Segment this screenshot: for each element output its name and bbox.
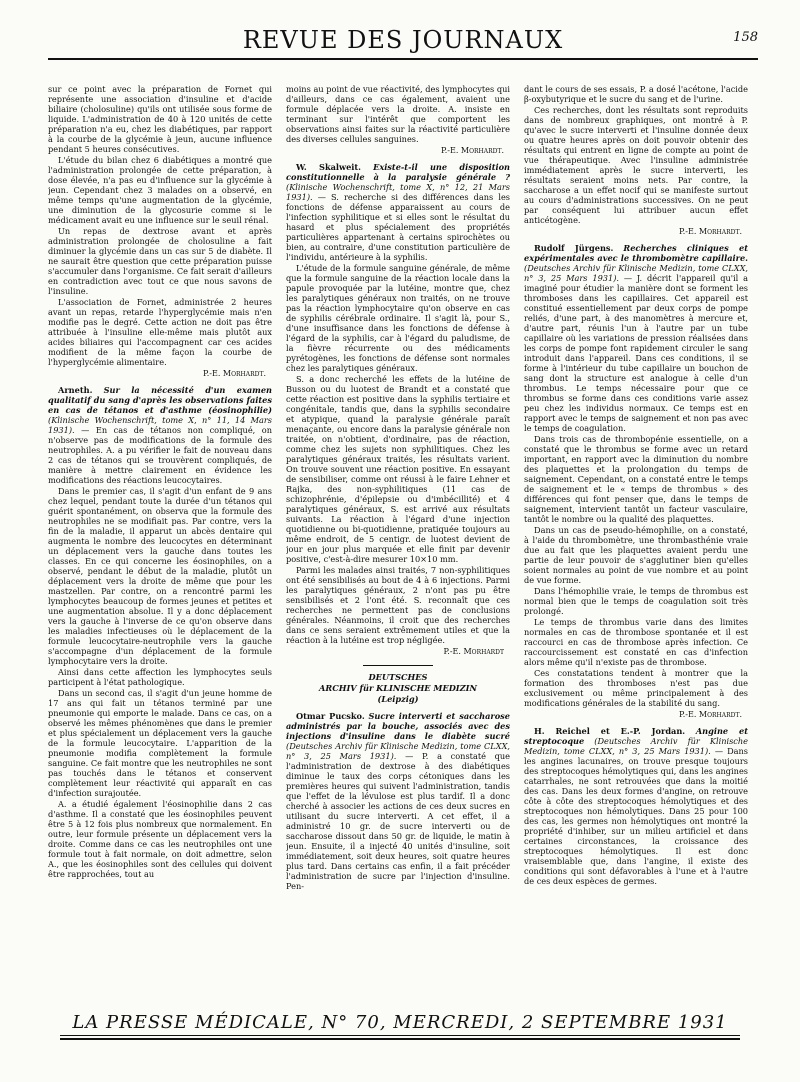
article-author: W. Skalweit.: [296, 161, 362, 172]
paragraph: Dans le premier cas, il s'agit d'un enfant de 9 ans chez lequel, pendant toute la durée d'un tétanos qui guérit spontanément, on observa que la formule des neutrophiles ne se modifiait pas. Par contre, vers la fin de la maladie, il apparut un abcès dentaire qui augmenta le nombre des leucocytes en déterminant un déplacement vers la gauche dans toutes les classes. En ce qui concerne les éosinophiles, on a observé, pendant le début de la maladie, plutôt un déplacement vers la droite de même que pour les mastzellen. Par contre, on a rencontré parmi les lymphocytes beaucoup de formes jeunes et petites et une augmentation absolue. Il y a donc déplacement vers la gauche à l'inverse de ce qu'on observe dans les maladies infectieuses où le déplacement de la formule leucocytaire-neutrophile vers la gauche s'accompagne d'un déplacement de la formule lymphocytaire vers la droite.: [48, 485, 272, 666]
section-line-3: (Leipzig): [377, 693, 419, 704]
article-text: — Dans les angines lacunaires, on trouve presque toujours des streptocoques hémolytiques qui, dans les angines catarrhales, ne sont retrouvées que dans la moitié des cas. Dans les deux formes d'angine, on retrouve côte à côte des streptocoques hémolytiques et des streptocoques non hémolytiques. Dans 25 pour 100 des cas, les germes non hémolytiques ont montré la propriété d'inhiber, sur un milieu artificiel et dans certaines circonstances, la croissance des streptocoques hémolytiques. Il est donc vraisemblable que, dans l'angine, il existe des conditions qui sont défavorables à l'une et à l'autre de ces deux espèces de germes.: [524, 745, 748, 886]
paragraph: Ainsi dans cette affection les lymphocytes seuls participent à l'état pathologique.: [48, 666, 272, 687]
paragraph: Ces recherches, dont les résultats sont reproduits dans de nombreux graphiques, ont montré à P. qu'avec le sucre interverti et l'insuline donnée deux ou quatre heures après on doit pouvoir obtenir des résultats qui entrent en ligne de compte au point de vue thérapeutique. Avec l'insuline administrée immédiatement après le sucre interverti, les résultats seraient moins nets. Par contre, la saccharose a un effet nocif qui se manifeste surtout au cours d'administrations successives. On ne peut par conséquent lui attribuer aucun effet anticétogène.: [524, 105, 748, 225]
article-heading: [524, 726, 748, 886]
header-rule: [48, 58, 758, 60]
journal-section-heading: [286, 665, 510, 705]
paragraph: L'étude de la formule sanguine générale, de même que la formule sanguine de la réaction locale dans la papule provoquée par la lutéine, montre que, chez les paralytiques généraux non traités, on ne trouve pas la réaction lymphocytaire qu'on observe en cas de syphilis cérébrale ordinaire. Il s'agit là, pour S., d'une insuffisance dans les fonctions de défense à l'égard de la syphilis, car à l'égard du paludisme, de la fièvre récurrente ou des médicaments pyrétogènes, les fonctions de défense sont normales chez les paralytiques généraux.: [286, 262, 510, 373]
article-author: Otmar Pucsko.: [296, 710, 365, 721]
signature: P.-E. Morhardt.: [441, 146, 504, 155]
article-title: Existe-t-il une disposition constitutionnelle à la paralysie générale ?: [286, 161, 510, 182]
article-text: — S. recherche si des différences dans les fonctions de défense apparaissent au cours de l'infection syphilitique et si elles sont le résultat du hasard et plus spécialement des propriétés particulières appartenant à certains spirochètes ou bien, au contraire, d'une constitution particulière de l'individu, antérieure à la syphilis.: [286, 191, 510, 262]
article-citation: (Klinische Wochenschrift, tome X, n° 11, 14 Mars 1931).: [48, 414, 272, 435]
paragraph: L'étude du bilan chez 6 diabétiques a montré que l'administration prolongée de cette préparation, à dose élevée, n'a pas eu d'influence sur la glycémie à jeun. Cependant chez 3 malades on a observé, en même temps qu'une augmentation de la glycémie, une diminution de la glycosurie comme si le médicament avait eu une influence sur le seuil rénal.: [48, 155, 272, 225]
article-heading: [524, 243, 748, 433]
article-heading: [48, 385, 272, 485]
paragraph: Dans un cas de pseudo-hémophilie, on a constaté, à l'aide du thrombomètre, une thrombasthénie vraie due au fait que les plaquettes avaient perdu une partie de leur pouvoir de s'agglutiner bien qu'elles soient normales au point de vue nombre et au point de vue forme.: [524, 524, 748, 585]
page-header: [48, 20, 758, 60]
article-text: — J. décrit l'appareil qu'il a imaginé pour étudier la manière dont se forment les thromboses dans les capillaires. Cet appareil est constitué essentiellement par deux corps de pompe reliés, d'une part, à des manomètres à mercure et, d'autre part, réunis l'un à l'autre par un tube capillaire où les variations de pression réalisées dans les corps de pompe font rapidement circuler le sang introduit dans l'appareil. Dans ces conditions, il se forme à l'intérieur du tube capillaire un bouchon de sang dont la structure est analogue à celle d'un thrombus. Le temps nécessaire pour que ce thrombus se forme dans ces conditions varie assez peu chez les individus normaux. Ce temps est en rapport avec le temps de saignement et non pas avec le temps de coagulation.: [524, 272, 748, 433]
signature: P.-E. Morhardt: [443, 646, 504, 656]
paragraph: sur ce point avec la préparation de Fornet qui représente une association d'insuline et d'acide biliaire (cholosuline) qu'ils ont utilisée sous forme de liquide. L'administration de 40 à 120 unités de cette préparation n'a eu, chez les diabétiques, par rapport à la courbe de la glycémie à jeun, aucune influence pendant 5 heures consécutives.: [48, 84, 272, 154]
article-heading: [286, 711, 510, 891]
paragraph: Dans un second cas, il s'agit d'un jeune homme de 17 ans qui fait un tétanos terminé par une pneumonie qui emporte le malade. Dans ce cas, on a observé les mêmes phénomènes que dans le premier et plus spécialement un déplacement vers la gauche de la formule leucocytaire. L'apparition de la pneumonie modifia complètement la formule sanguine. Ce fait montre que les neutrophiles ne sont pas touchés dans le tétanos et conservent complètement leur réactivité qui apparaît en cas d'infection surajoutée.: [48, 687, 272, 798]
paragraph: Le temps de thrombus varie dans des limites normales en cas de thrombose spontanée et il est raccourci en cas de thrombose après infection. Ce raccourcissement est constaté en cas d'infection alors même qu'il n'existe pas de thrombose.: [524, 616, 748, 667]
paragraph: Parmi les malades ainsi traités, 7 non-syphilitiques ont été sensibilisés au bout de 4 à 6 injections. Parmi les paralytiques généraux, 2 n'ont pas pu être sensibilisés et 2 l'ont été. S. reconnaît que ces recherches ne permettent pas de conclusions générales. Néanmoins, il croit que des recherches dans ce sens seraient extrêmement utiles et que la réaction à la lutéine est trop négligée.: [286, 564, 510, 645]
article-title: Sur la nécessité d'un examen qualitatif du sang d'après les observations faites en cas de tétanos et d'asthme (éosinophilie): [48, 384, 272, 415]
section-line-2: ARCHIV für KLINISCHE MEDIZIN: [319, 682, 477, 693]
column-3: [524, 84, 748, 1004]
footer-publication-line: LA PRESSE MÉDICALE, N° 70, MERCREDI, 2 SEPTEMBRE 1931: [72, 1012, 728, 1033]
article-title: Sucre interverti et saccharose administrés par la bouche, associés avec des injections d'insuline dans le diabète sucré: [286, 710, 510, 741]
footer-rule-thick: [60, 1038, 740, 1040]
signature: P.-E. Morhardt.: [679, 709, 742, 719]
article-author: H. Reichel et E.-P. Jordan.: [534, 725, 686, 736]
article-text: — P. a constaté que l'administration de dextrose à des diabétiques diminue le taux des corps cétoniques dans les premières heures qui suivent l'administration, tandis que l'effet de la lévulose est plus tardif. Il a donc cherché à associer les actions de ces deux sucres en utilisant du sucre interverti. A cet effet, il a administré 10 gr. de sucre interverti ou de saccharose dissout dans 50 gr. de liquide, le matin à jeun. Ensuite, il a injecté 40 unités d'insuline, soit immédiatement, soit deux heures, soit quatre heures plus tard. Dans certains cas enfin, il a fait précéder l'administration de sucre par l'injection d'insuline. Pen-: [286, 750, 510, 891]
section-rule: [363, 665, 433, 666]
signature: P.-E. Morhardt.: [203, 369, 266, 378]
article-author: Arneth.: [58, 384, 93, 395]
paragraph: dant le cours de ses essais, P. a dosé l'acétone, l'acide β-oxybutyrique et le sucre du sang et de l'urine.: [524, 84, 748, 104]
article-heading: [286, 162, 510, 262]
column-2: [286, 84, 510, 1004]
footer-rule: [60, 1035, 740, 1036]
column-1: [48, 84, 272, 1004]
article-citation: (Klinische Wochenschrift, tome X, n° 12, 21 Mars 1931).: [286, 181, 510, 202]
paragraph: moins au point de vue réactivité, des lymphocytes qui d'ailleurs, dans ce cas également, avaient une formule déplacée vers la droite. A. insiste en terminant sur l'intérêt que comportent les observations ainsi faites sur la réactivité particulière des diverses cellules sanguines.: [286, 84, 510, 144]
paragraph: Un repas de dextrose avant et après administration prolongée de cholosuline a fait diminuer la glycémie dans un cas sur 5 de diabète. Il ne saurait être question que cette préparation puisse s'accumuler dans l'organisme. Ce fait serait d'ailleurs en contradiction avec tout ce que nous savons de l'insuline.: [48, 226, 272, 296]
paragraph: Dans trois cas de thrombopénie essentielle, on a constaté que le thrombus se forme avec un retard important, en rapport avec la diminution du nombre des plaquettes et la prolongation du temps de saignement. Cependant, on a constaté entre le temps de saignement et le « temps de thrombus » des différences qui font penser que, dans le temps de saignement, intervient tantôt un facteur vasculaire, tantôt le nombre ou la qualité des plaquettes.: [524, 433, 748, 524]
article-citation: (Deutsches Archiv für Klinische Medizin, tome CLXX, n° 3, 25 Mars 1931).: [524, 262, 748, 283]
article-text: — En cas de tétanos non compliqué, on n'observe pas de modifications de la formule des neutrophiles. A. a pu vérifier le fait de nouveau dans 2 cas de tétanos qui se trouvèrent compliqués, de manière à mettre clairement en évidence les modifications des réactions leucocytaires.: [48, 424, 272, 485]
paragraph: L'association de Fornet, administrée 2 heures avant un repas, retarde l'hyperglycémie mais n'en modifie pas le degré. Cette action ne doit pas être attribuée à l'insuline elle-même mais plutôt aux acides biliaires qui l'accompagnent car ces acides modifient de la même façon la courbe de l'hyperglycémie alimentaire.: [48, 297, 272, 367]
paragraph: A. a étudié également l'éosinophilie dans 2 cas d'asthme. Il a constaté que les éosinophiles peuvent être 5 à 12 fois plus nombreux que normalement. En outre, leur formule présente un déplacement vers la droite. Comme dans ce cas les neutrophiles ont une formule tout à fait normale, on doit admettre, selon A., que les éosinophiles sont des cellules qui doivent être rapprochées, tout au: [48, 798, 272, 879]
section-line-1: DEUTSCHES: [368, 671, 428, 682]
journal-section-title: REVUE DES JOURNAUX: [242, 26, 564, 54]
paragraph: Ces constatations tendent à montrer que la formation des thromboses n'est pas due exclusivement ou même principalement à des modifications générales de la stabilité du sang.: [524, 667, 748, 708]
signature: P.-E. Morhardt.: [679, 227, 742, 236]
text-columns: [48, 84, 748, 1004]
paragraph: Dans l'hémophilie vraie, le temps de thrombus est normal bien que le temps de coagulation soit très prolongé.: [524, 585, 748, 616]
page-number: 158: [733, 30, 758, 45]
article-title: Recherches cliniques et expérimentales avec le thrombomètre capillaire.: [524, 242, 748, 263]
article-title: Angine et streptocoque: [524, 725, 748, 746]
page-footer: [60, 1012, 740, 1042]
article-citation: (Deutsches Archiv für Klinische Medizin, tome CLXX, n° 3, 25 Mars 1931).: [524, 735, 748, 756]
article-author: Rudolf Jürgens.: [534, 242, 614, 253]
paragraph: S. a donc recherché les effets de la lutéine de Busson ou du luotest de Brandt et a constaté que cette réaction est positive dans la syphilis tertiaire et congénitale, tandis que, dans la syphilis secondaire et atypique, quand la paralysie générale paraît menaçante, ou encore dans la paralysie générale non traitée, on n'obtient, d'ordinaire, pas de réaction, comme chez les sujets non syphilitiques. Chez les paralytiques généraux traités, les résultats varient. On trouve souvent une réaction positive. En essayant de sensibiliser, comme ont réussi à le faire Lehner et Rajka, des non-syphilitiques (11 cas de schizophrénie, d'épilepsie ou d'imbécillité) et 4 paralytiques généraux, S. est arrivé aux résultats suivants. La réaction à l'égard d'une injection quotidienne ou bi-quotidienne, pratiquée toujours au même endroit, de 5 centigr. de luotest devient de jour en jour plus marquée et elle finit par devenir positive, c'est-à-dire mesurer 10×10 mm.: [286, 373, 510, 564]
article-citation: (Deutsches Archiv für Klinische Medizin, tome CLXX, n° 3, 25 Mars 1931).: [286, 740, 510, 761]
